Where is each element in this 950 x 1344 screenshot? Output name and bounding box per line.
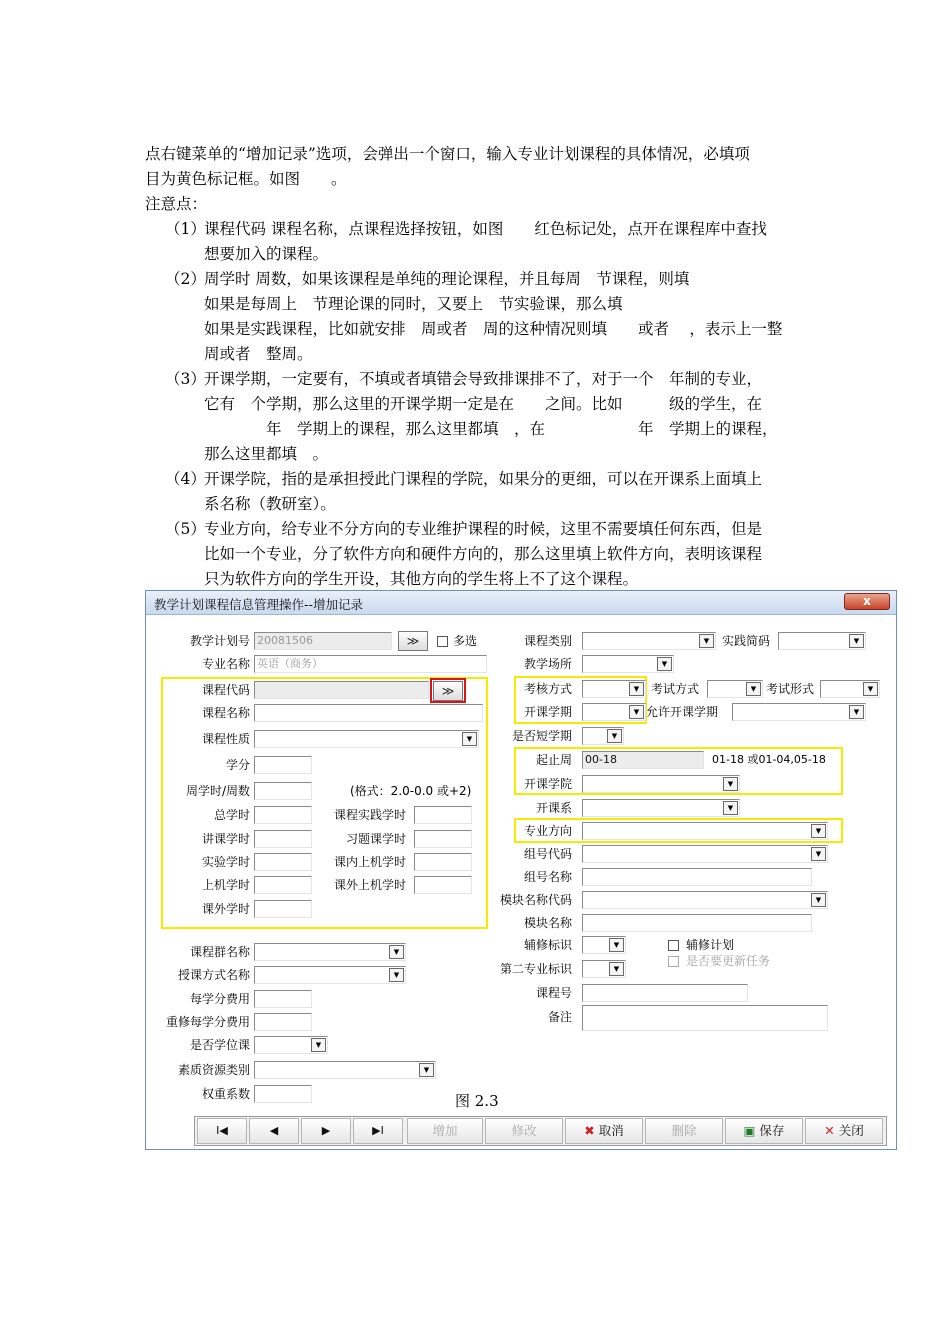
note-line: 想要加入的课程。 [204, 245, 329, 263]
group-code-label: 组号代码 [523, 847, 572, 861]
credit-label: 学分 [225, 758, 250, 772]
lecture-hours-label: 讲课学时 [201, 832, 250, 846]
intro-line-2: 目为黄色标记框。如图 。 [145, 170, 347, 188]
minor-flag-label: 辅修标识 [523, 938, 572, 952]
exercise-hours-field[interactable] [414, 830, 472, 848]
out-class-computer-label: 课外上机学时 [333, 878, 406, 892]
weeks-field[interactable]: 00-18 [582, 751, 704, 769]
chevron-down-icon[interactable]: ▼ [389, 968, 404, 982]
lab-hours-field[interactable] [254, 853, 312, 871]
major-name-field[interactable]: 英语（商务） [254, 655, 487, 673]
note-line: 比如一个专业，分了软件方向和硬件方向的，那么这里填上软件方向，表明该课程 [204, 545, 763, 563]
chevron-down-icon[interactable]: ▼ [723, 777, 738, 791]
direction-select[interactable] [582, 822, 828, 840]
update-task-label: 是否要更新任务 [686, 954, 771, 968]
note-line: 周或者 整周。 [204, 345, 313, 363]
short-term-label: 是否短学期 [511, 729, 572, 743]
minor-plan-checkbox[interactable] [668, 940, 679, 951]
weeks-label: 起止周 [535, 753, 572, 767]
practice-short-label: 实践简码 [722, 634, 771, 648]
department-select[interactable] [582, 799, 740, 817]
note-line: 它有 个学期，那么这里的开课学期一定是在 之间。比如 级的学生，在 [204, 395, 763, 413]
plan-no-field[interactable]: 20081506 [254, 632, 392, 650]
chevron-down-icon[interactable]: ▼ [462, 732, 477, 746]
weeks-hint: 01-18 或01-04,05-18 [712, 753, 826, 766]
extra-hours-label: 课外学时 [201, 902, 250, 916]
plan-no-label: 教学计划号 [189, 634, 250, 648]
remark-label: 备注 [547, 1010, 572, 1024]
lecture-hours-field[interactable] [254, 830, 312, 848]
degree-course-label: 是否学位课 [189, 1038, 250, 1052]
major-name-label: 专业名称 [201, 657, 250, 671]
note-line: 系名称（教研室）。 [204, 495, 336, 513]
weight-field[interactable] [254, 1085, 312, 1103]
exam-form-label: 考试形式 [766, 682, 815, 696]
course-nature-select[interactable] [254, 730, 479, 748]
computer-hours-field[interactable] [254, 876, 312, 894]
retake-fee-label: 重修每学分费用 [165, 1015, 250, 1029]
window-titlebar[interactable] [146, 591, 896, 615]
note-marker: （5） [165, 520, 206, 538]
chevron-down-icon[interactable]: ▼ [609, 962, 624, 976]
course-group-select[interactable] [254, 943, 406, 961]
note-marker: （4） [165, 470, 206, 488]
note-line: 如果是每周上 节理论课的同时，又要上 节实验课，那么填 [204, 295, 623, 313]
prev-record-button[interactable]: ◀ [249, 1118, 299, 1144]
module-name-label: 模块名称 [523, 916, 572, 930]
teaching-mode-label: 授课方式名称 [177, 968, 250, 982]
course-name-label: 课程名称 [201, 706, 250, 720]
in-class-computer-label: 课内上机学时 [333, 855, 406, 869]
chevron-down-icon[interactable]: ▼ [849, 634, 864, 648]
out-class-computer-field[interactable] [414, 876, 472, 894]
note-line: 如果是实践课程，比如就安排 周或者 周的这种情况则填 或者 ，表示上一整 [204, 320, 783, 338]
note-line: 那么这里都填 。 [204, 445, 329, 463]
close-icon: ✕ [824, 1123, 835, 1138]
assessment-select[interactable] [582, 680, 646, 698]
close-button[interactable] [805, 1118, 883, 1144]
chevron-down-icon[interactable]: ▼ [311, 1038, 326, 1052]
module-code-label: 模块名称代码 [499, 893, 572, 907]
note-line: 开课学期，一定要有，不填或者填错会导致排课排不了，对于一个 年制的专业， [204, 370, 763, 388]
notes-title: 注意点： [145, 195, 208, 213]
last-record-button[interactable]: ▶I [353, 1118, 403, 1144]
fee-per-credit-label: 每学分费用 [189, 992, 250, 1006]
teaching-place-select[interactable] [582, 655, 674, 673]
allowed-semester-label: 允许开课学期 [646, 705, 719, 719]
update-task-checkbox[interactable] [668, 956, 679, 967]
exercise-hours-label: 习题课学时 [345, 832, 406, 846]
course-category-select[interactable] [582, 632, 716, 650]
teaching-mode-select[interactable] [254, 966, 406, 984]
assessment-label: 考核方式 [523, 682, 572, 696]
chevron-down-icon[interactable]: ▼ [607, 729, 622, 743]
save-button[interactable] [725, 1118, 803, 1144]
plan-choose-button[interactable]: ≫ [398, 631, 428, 651]
exam-mode-select[interactable] [707, 680, 763, 698]
degree-course-select[interactable] [254, 1036, 328, 1054]
course-code-label: 课程代码 [201, 683, 250, 697]
save-icon: ▣ [743, 1123, 756, 1138]
total-hours-field[interactable] [254, 806, 312, 824]
add-button[interactable]: 增加 [407, 1118, 483, 1144]
second-major-select[interactable] [582, 960, 626, 978]
chevron-down-icon[interactable]: ▼ [699, 634, 714, 648]
chevron-down-icon[interactable]: ▼ [629, 705, 644, 719]
department-label: 开课系 [535, 801, 572, 815]
course-code-field[interactable] [254, 681, 429, 699]
module-name-field[interactable] [582, 914, 812, 932]
in-class-computer-field[interactable] [414, 853, 472, 871]
add-record-window [145, 590, 897, 1150]
note-line: 课程代码 课程名称，点课程选择按钮，如图 红色标记处，点开在课程库中查找 [204, 220, 767, 238]
chevron-down-icon[interactable]: ▼ [629, 682, 644, 696]
teaching-place-label: 教学场所 [523, 657, 572, 671]
record-toolbar [194, 1116, 887, 1146]
course-choose-button[interactable]: ≫ [433, 681, 463, 701]
note-marker: （2） [165, 270, 206, 288]
format-hint: (格式：2.0-0.0 或+2) [350, 784, 472, 798]
minor-flag-select[interactable] [582, 936, 626, 954]
chevron-down-icon[interactable]: ▼ [389, 945, 404, 959]
weekly-hours-label: 周学时/周数 [185, 784, 250, 798]
credit-field[interactable] [254, 756, 312, 774]
chevron-down-icon[interactable]: ▼ [657, 657, 672, 671]
next-record-button[interactable]: ▶ [301, 1118, 351, 1144]
multi-select-checkbox[interactable] [437, 636, 448, 647]
multi-select-label: 多选 [453, 634, 478, 648]
remark-field[interactable] [582, 1005, 828, 1031]
save-label: 保存 [759, 1123, 785, 1138]
lab-hours-label: 实验学时 [201, 855, 250, 869]
weekly-hours-field[interactable] [254, 782, 312, 800]
exam-form-select[interactable] [820, 680, 880, 698]
delete-button[interactable]: 删除 [645, 1118, 723, 1144]
quality-resource-label: 素质资源类别 [177, 1063, 250, 1077]
course-group-label: 课程群名称 [189, 945, 250, 959]
note-marker: （3） [165, 370, 206, 388]
note-marker: （1） [165, 220, 206, 238]
practice-hours-label: 课程实践学时 [333, 808, 406, 822]
chevron-down-icon[interactable]: ▼ [811, 824, 826, 838]
chevron-down-icon[interactable]: ▼ [419, 1063, 434, 1077]
direction-label: 专业方向 [523, 824, 572, 838]
quality-resource-select[interactable] [254, 1061, 436, 1079]
semester-label: 开课学期 [523, 705, 572, 719]
group-code-select[interactable] [582, 845, 828, 863]
note-line: 开课学院，指的是承担授此门课程的学院，如果分的更细，可以在开课系上面填上 [204, 470, 763, 488]
short-term-select[interactable] [582, 727, 624, 745]
note-line: 周学时 周数，如果该课程是单纯的理论课程，并且每周 节课程，则填 [204, 270, 690, 288]
window-close-button[interactable]: x [844, 593, 890, 610]
close-label: 关闭 [838, 1123, 864, 1138]
chevron-down-icon[interactable]: ▼ [811, 893, 826, 907]
practice-short-select[interactable] [778, 632, 866, 650]
first-record-button[interactable]: I◀ [197, 1118, 247, 1144]
retake-fee-field[interactable] [254, 1013, 312, 1031]
allowed-semester-select[interactable] [732, 703, 866, 721]
total-hours-label: 总学时 [213, 808, 250, 822]
intro-line-1: 点右键菜单的“增加记录”选项，会弹出一个窗口，输入专业计划课程的具体情况，必填项 [145, 145, 750, 163]
cancel-label: 取消 [598, 1123, 624, 1138]
course-no-label: 课程号 [535, 986, 572, 1000]
course-no-field[interactable] [582, 984, 748, 1002]
minor-plan-label: 辅修计划 [686, 938, 735, 952]
computer-hours-label: 上机学时 [201, 878, 250, 892]
group-name-label: 组号名称 [523, 870, 572, 884]
weight-label: 权重系数 [201, 1087, 250, 1101]
semester-select[interactable] [582, 703, 646, 721]
chevron-down-icon[interactable]: ▼ [863, 682, 878, 696]
college-select[interactable] [582, 775, 740, 793]
edit-button[interactable]: 修改 [485, 1118, 563, 1144]
chevron-down-icon[interactable]: ▼ [746, 682, 761, 696]
cancel-button[interactable] [565, 1118, 643, 1144]
chevron-down-icon[interactable]: ▼ [723, 801, 738, 815]
course-category-label: 课程类别 [523, 634, 572, 648]
chevron-down-icon[interactable]: ▼ [811, 847, 826, 861]
fee-per-credit-field[interactable] [254, 990, 312, 1008]
chevron-down-icon[interactable]: ▼ [609, 938, 624, 952]
chevron-down-icon[interactable]: ▼ [849, 705, 864, 719]
group-name-field[interactable] [582, 868, 812, 886]
college-label: 开课学院 [523, 777, 572, 791]
window-title: 教学计划课程信息管理操作--增加记录 [154, 597, 364, 612]
note-line: 年 学期上的课程，那么这里都填 ，在 年 学期上的课程， [204, 420, 778, 438]
figure-caption: 图 2.3 [455, 1092, 499, 1110]
note-line: 专业方向，给专业不分方向的专业维护课程的时候，这里不需要填任何东西，但是 [204, 520, 763, 538]
course-name-field[interactable] [254, 704, 483, 722]
note-line: 只为软件方向的学生开设，其他方向的学生将上不了这个课程。 [204, 570, 639, 588]
cancel-icon: ✖ [584, 1123, 595, 1138]
practice-hours-field[interactable] [414, 806, 472, 824]
extra-hours-field[interactable] [254, 900, 312, 918]
second-major-label: 第二专业标识 [499, 962, 572, 976]
course-nature-label: 课程性质 [201, 732, 250, 746]
exam-mode-label: 考试方式 [651, 682, 700, 696]
module-code-select[interactable] [582, 891, 828, 909]
